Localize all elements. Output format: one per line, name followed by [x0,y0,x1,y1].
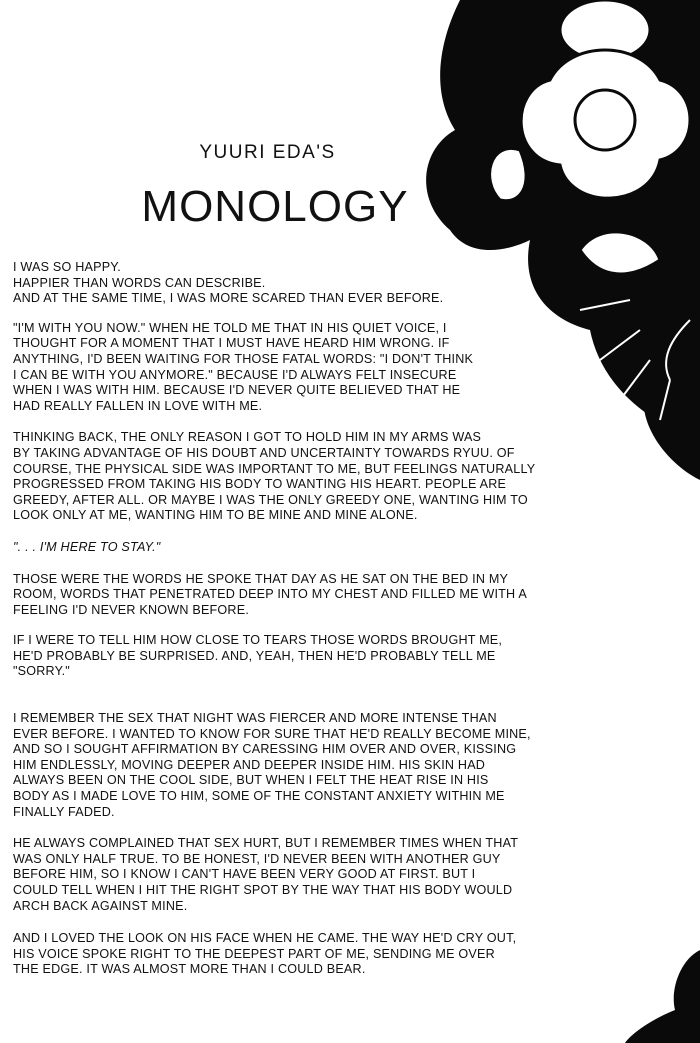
paragraph [13,836,700,914]
text-line: HAPPIER THAN WORDS CAN DESCRIBE. [13,275,266,290]
text-line: ANYTHING, I'D BEEN WAITING FOR THOSE FATAL WORDS: "I DON'T THINK [13,351,474,366]
paragraph [13,260,700,307]
text-line: BODY AS I MADE LOVE TO HIM, SOME OF THE CONSTANT ANXIETY WITHIN ME [13,789,505,804]
text-line: HIS VOICE SPOKE RIGHT TO THE DEEPEST PART OF ME, SENDING ME OVER [13,946,495,961]
text-line: IF I WERE TO TELL HIM HOW CLOSE TO TEARS THOSE WORDS BROUGHT ME, [13,633,503,648]
text-line: HE'D PROBABLY BE SURPRISED. AND, YEAH, THEN HE'D PROBABLY TELL ME [13,648,496,663]
text-line: ". . . I'M HERE TO STAY." [13,539,161,554]
text-line: THE EDGE. IT WAS ALMOST MORE THAN I COULD BEAR. [13,962,366,977]
paragraph [13,931,700,978]
text-line: THOSE WERE THE WORDS HE SPOKE THAT DAY AS HE SAT ON THE BED IN MY [13,571,509,586]
text-line: HAD REALLY FALLEN IN LOVE WITH ME. [13,398,263,413]
text-line: ARCH BACK AGAINST MINE. [13,898,188,913]
quote-line [13,540,700,556]
paragraph [13,430,700,524]
text-line: I REMEMBER THE SEX THAT NIGHT WAS FIERCER AND MORE INTENSE THAN [13,711,497,726]
paragraph [13,572,700,619]
text-line: HE ALWAYS COMPLAINED THAT SEX HURT, BUT I REMEMBER TIMES WHEN THAT [13,836,519,851]
text-line: GREEDY, AFTER ALL. OR MAYBE I WAS THE ONLY GREEDY ONE, WANTING HIM TO [13,492,528,507]
text-line: "SORRY." [13,664,70,679]
text-line: COULD TELL WHEN I HIT THE RIGHT SPOT BY THE WAY THAT HIS BODY WOULD [13,883,513,897]
text-line: FINALLY FADED. [13,804,115,819]
text-line: "I'M WITH YOU NOW." WHEN HE TOLD ME THAT IN HIS QUIET VOICE, I [13,320,447,335]
text-line: BY TAKING ADVANTAGE OF HIS DOUBT AND UNCERTAINTY TOWARDS RYUU. OF [13,445,515,460]
paragraph [13,711,700,820]
subtitle: YUURI EDA'S [199,142,336,163]
text-line: ALWAYS BEEN ON THE COOL SIDE, BUT WHEN I FELT THE HEAT RISE IN HIS [13,773,489,788]
text-line: LOOK ONLY AT ME, WANTING HIM TO BE MINE AND MINE ALONE. [13,508,418,523]
text-line: COURSE, THE PHYSICAL SIDE WAS IMPORTANT TO ME, BUT FEELINGS NATURALLY [13,461,536,476]
text-line: HIM ENDLESSLY, MOVING DEEPER AND DEEPER INSIDE HIM. HIS SKIN HAD [13,757,486,772]
page-title: MONOLOGY [141,182,409,231]
text-line: FEELING I'D NEVER KNOWN BEFORE. [13,602,250,617]
paragraph [13,633,700,680]
text-line: AND AT THE SAME TIME, I WAS MORE SCARED THAN EVER BEFORE. [13,291,444,306]
text-line: AND SO I SOUGHT AFFIRMATION BY CARESSING HIM OVER AND OVER, KISSING [13,742,517,757]
text-line: BEFORE HIM, SO I KNOW I CAN'T HAVE BEEN VERY GOOD AT FIRST. BUT I [13,867,476,882]
text-line: I WAS SO HAPPY. [13,260,121,274]
text-line: ROOM, WORDS THAT PENETRATED DEEP INTO MY CHEST AND FILLED ME WITH A [13,587,527,602]
text-line: PROGRESSED FROM TAKING HIS BODY TO WANTING HIS HEART. PEOPLE ARE [13,477,507,492]
text-line: THOUGHT FOR A MOMENT THAT I MUST HAVE HEARD HIM WRONG. IF [13,336,450,351]
text-line: AND I LOVED THE LOOK ON HIS FACE WHEN HE CAME. THE WAY HE'D CRY OUT, [13,931,517,946]
text-line: WHEN I WAS WITH HIM. BECAUSE I'D NEVER QUITE BELIEVED THAT HE [13,383,461,398]
flower-illustration-icon [400,0,700,500]
paragraph [13,321,700,415]
text-line: I CAN BE WITH YOU ANYMORE." BECAUSE I'D ALWAYS FELT INSECURE [13,367,457,382]
text-line: WAS ONLY HALF TRUE. TO BE HONEST, I'D NEVER BEEN WITH ANOTHER GUY [13,851,501,866]
text-line: EVER BEFORE. I WANTED TO KNOW FOR SURE THAT HE'D REALLY BECOME MINE, [13,726,531,741]
text-line: THINKING BACK, THE ONLY REASON I GOT TO HOLD HIM IN MY ARMS WAS [13,430,482,445]
